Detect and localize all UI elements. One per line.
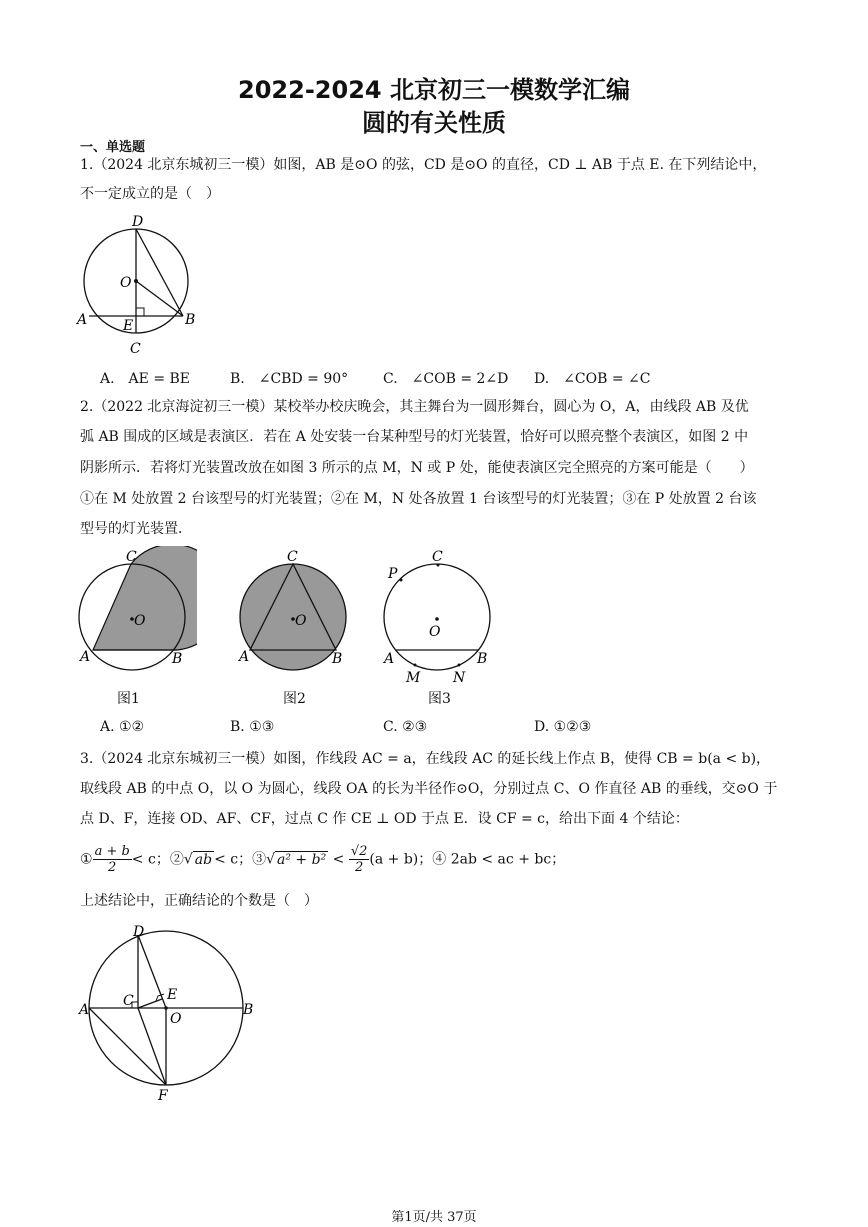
q2-line-2: 弧 AB 围成的区域是表演区．若在 A 处安装一台某种型号的灯光装置，恰好可以照亮整个表演区，如图 2 中 (80, 429, 749, 445)
q2-option-c: C. ②③ (383, 719, 428, 735)
q2-line-1: 2.（2022 北京海淀初三一模）某校举办校庆晚会，其主舞台为一圆形舞台，圆心为 O，A，由线段 AB 及优 (80, 399, 749, 415)
q3-line-5: 上述结论中，正确结论的个数是（ ） (80, 893, 318, 909)
q1-option-a: A. AE = BE (100, 371, 191, 387)
svg-text:A: A (80, 649, 91, 665)
q1-label-c: C (130, 341, 141, 357)
q2-line-4: ①在 M 处放置 2 台该型号的灯光装置；②在 M，N 处各放置 1 台该型号的灯光装置；③在 P 处放置 2 台该 (80, 491, 757, 507)
q1-label-a: A (77, 312, 88, 328)
q3-conclusions: ① $\frac{a + b}{2}$ < c；②√ ab < c；③√ a² + b² < $\frac{√2}{2}$ (a + b)；④ 2ab < ac + bc； (80, 844, 566, 875)
svg-text:B: B (172, 651, 183, 667)
q2-option-a: A. ①② (100, 719, 145, 735)
q3-figure (76, 920, 266, 1105)
q2-option-b: B. ①③ (230, 719, 275, 735)
svg-text:A: A (239, 649, 250, 665)
svg-text:B: B (477, 651, 488, 667)
page-title: 2022-2024 北京初三一模数学汇编 (238, 76, 630, 104)
svg-text:O: O (170, 1011, 182, 1027)
q2-fig-caption-3: 图3 (428, 691, 451, 707)
q2-line-3: 阴影所示．若将灯光装置改放在如图 3 所示的点 M，N 或 P 处，能使表演区完全照亮的方案可能是（ ） (80, 460, 754, 476)
svg-text:O: O (295, 613, 307, 629)
svg-text:F: F (158, 1088, 168, 1104)
svg-text:E: E (167, 987, 178, 1003)
q1-line-1: 1.（2024 北京东城初三一模）如图，AB 是⊙O 的弦，CD 是⊙O 的直径，CD ⊥ AB 于点 E. 在下列结论中， (80, 157, 767, 173)
q2-line-5: 型号的灯光装置． (80, 521, 192, 537)
svg-text:M: M (406, 670, 421, 686)
q1-label-d: D (132, 214, 144, 230)
q1-label-b: B (185, 312, 196, 328)
svg-text:A: A (79, 1002, 90, 1018)
q1-line-2: 不一定成立的是（ ） (80, 186, 220, 202)
svg-text:C: C (287, 549, 298, 565)
svg-text:C: C (432, 549, 443, 565)
q1-option-d: D. ∠COB = ∠C (534, 371, 651, 387)
q2-figure-3 (378, 546, 503, 686)
svg-text:O: O (134, 613, 146, 629)
q1-label-e: E (123, 318, 134, 334)
page-footer: 第1页/共 37页 (391, 1210, 477, 1225)
svg-text:A: A (384, 651, 395, 667)
q1-figure (72, 210, 202, 360)
q1-option-c: C. ∠COB = 2∠D (383, 371, 509, 387)
svg-text:D: D (133, 924, 145, 940)
svg-text:N: N (453, 670, 466, 686)
q3-line-2: 取线段 AB 的中点 O，以 O 为圆心，线段 OA 的长为半径作⊙O，分别过点 C、O 作直径 AB 的垂线，交⊙O 于 (80, 781, 778, 797)
svg-text:B: B (332, 651, 343, 667)
q2-fig-caption-1: 图1 (117, 691, 140, 707)
q3-line-3: 点 D、F，连接 OD、AF、CF，过点 C 作 CE ⊥ OD 于点 E．设 CF = c，给出下面 4 个结论： (80, 811, 689, 827)
q2-figure-1 (72, 546, 197, 671)
svg-text:O: O (429, 624, 441, 640)
svg-text:C: C (126, 549, 137, 565)
q1-label-o: O (120, 275, 132, 291)
q1-option-b: B. ∠CBD = 90° (230, 371, 349, 387)
svg-text:P: P (388, 566, 398, 582)
q2-figure-2 (233, 546, 358, 671)
page-subtitle: 圆的有关性质 (362, 109, 506, 137)
q2-option-d: D. ①②③ (534, 719, 592, 735)
svg-text:B: B (243, 1002, 254, 1018)
q3-line-1: 3.（2024 北京东城初三一模）如图，作线段 AC = a，在线段 AC 的延长线上作点 B，使得 CB = b(a < b)， (80, 751, 771, 767)
q2-fig-caption-2: 图2 (283, 691, 306, 707)
section-heading: 一、单选题 (80, 140, 146, 155)
svg-text:C: C (123, 993, 134, 1009)
